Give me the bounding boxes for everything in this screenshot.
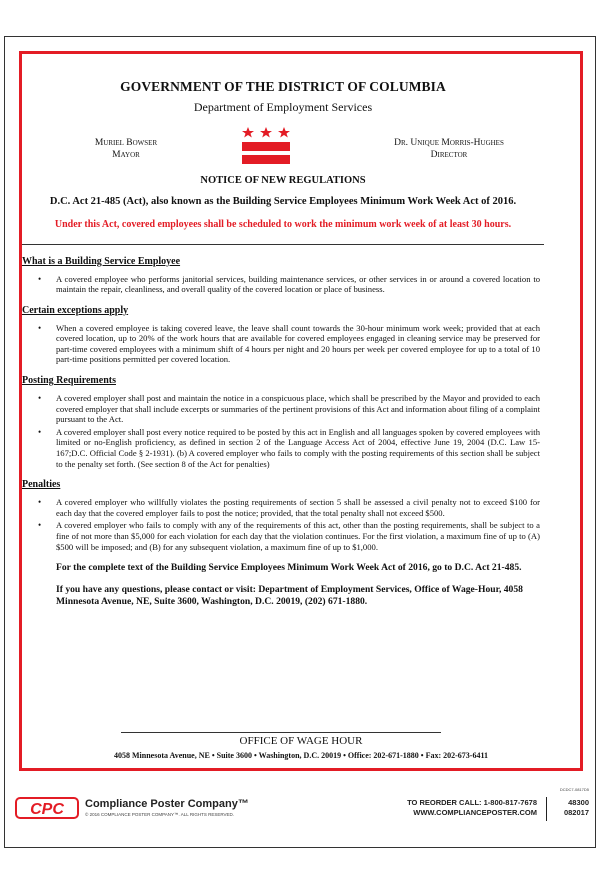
footer-divider (546, 797, 547, 821)
list-item: • A covered employee who performs janitorial services, building maintenance services, or other services in or around a covered location to maintain the repair, cleanliness, and overall quality of the covered location or place of business. (22, 274, 544, 295)
print-code: DCDC7-0817D5 (559, 787, 589, 792)
mayor-title: Mayor (112, 150, 140, 160)
signature-rule (121, 732, 441, 733)
section-heading-posting: Posting Requirements (22, 375, 116, 387)
company-copyright: © 2016 COMPLIANCE POSTER COMPANY™. ALL RIGHTS RESERVED. (85, 812, 235, 817)
list-item: • A covered employer who fails to comply with any of the requirements of this act, other than the posting requirements, shall be subject to a fine of not more than $5,000 for each violation for each day that the violation continues. For the first violation, a maximum fine of up to (A) $500 will be imposed; and (B) for any subsequent violation, a maximum fine of up to $1,000. (22, 520, 544, 552)
minimum-work-week-highlight: Under this Act, covered employees shall be scheduled to work the minimum work week of at least 30 hours. (54, 218, 512, 230)
section-heading-exceptions: Certain exceptions apply (22, 304, 129, 316)
mayor-name: Muriel Bowser (94, 138, 158, 148)
list-item: • When a covered employee is taking covered leave, the leave shall count towards the 30-hour minimum work week; provided that at each covered location, up to 20% of the work hours that are available for covered employees engaged in cleaning service may be preserved for part-time covered employees with a minimum shift of 4 hours per night and 20 hours per week per covered employee for up to a total of 10 part-time positions permitted per covered location. (22, 323, 544, 365)
reorder-block (407, 798, 537, 818)
contact-information: If you have any questions, please contact or visit: Department of Employment Services, Office of Wage-Hour, 4058 Minnesota Avenue, NE, Suite 3600, Washington, D.C. 20019, (202) 671-1880. (56, 584, 523, 608)
department-name: Department of Employment Services (193, 100, 373, 114)
list-item: • A covered employer who willfully violates the posting requirements of section 5 shall be assessed a civil penalty not to exceed $100 for each day that the covered employer fails to post the notice; provided, that the total penalty shall not exceed $500. (22, 497, 544, 518)
act-title: D.C. Act 21-485 (Act), also known as the Building Service Employees Minimum Work Week Act of 2016. (49, 196, 517, 207)
government-title: GOVERNMENT OF THE DISTRICT OF COLUMBIA (120, 79, 446, 94)
officials-row (22, 125, 544, 171)
divider (22, 244, 544, 245)
section-list-penalties (22, 497, 544, 552)
section-heading-employee: What is a Building Service Employee (22, 255, 181, 267)
notice-title: NOTICE OF NEW REGULATIONS (200, 175, 366, 186)
logo-text: CPC (30, 801, 64, 818)
director-name: Dr. Unique Morris-Hughes (394, 138, 504, 148)
notice-content (22, 79, 544, 608)
company-name: Compliance Poster Company™ (85, 798, 249, 810)
section-list-exceptions (22, 323, 544, 365)
section-list-employee (22, 274, 544, 295)
revision-date: 082017 (563, 808, 589, 817)
office-address: 4058 Minnesota Avenue, NE • Suite 3600 • Washington, D.C. 20019 • Office: 202-671-1880 • Fax: 202-673-6411 (113, 751, 488, 760)
section-list-posting (22, 393, 544, 469)
product-number: 48300 (568, 798, 589, 807)
dc-flag-icon (240, 125, 292, 167)
list-item: • A covered employer shall post every notice required to be posted by this act in English and all languages spoken by covered employees with limited or no-English proficiency, as defined in section 2 of the Language Access Act of 2004, effective June 19, 2004 (D.C. Law 15-167;D.C. Official Code § 2-1931). (b) A covered employer who fails to comply with the posting requirements of this section shall be subject to the penalty set forth. (See section 8 of the Act for penalties) (22, 427, 544, 469)
mayor-block (66, 137, 186, 161)
full-text-reference: For the complete text of the Building Service Employees Minimum Work Week Act of 2016, go to D.C. Act 21-485. (56, 562, 522, 574)
director-title: Director (430, 150, 468, 160)
poster-sheet (4, 36, 596, 848)
reorder-phone: TO REORDER CALL: 1-800-817-7678 (407, 798, 537, 807)
section-heading-penalties: Penalties (22, 479, 61, 491)
product-codes (564, 798, 589, 818)
list-item: • A covered employer shall post and maintain the notice in a conspicuous place, which shall be prescribed by the Mayor and provided to each covered employer that shall include excerpts or summaries of the pertinent provisions of this Act and information about filing of a complaint pursuant to the Act. (22, 393, 544, 425)
cpc-logo-icon (15, 795, 79, 821)
publisher-footer (5, 787, 597, 835)
director-block (364, 137, 534, 161)
office-name: OFFICE OF WAGE HOUR (239, 735, 363, 747)
website-link[interactable]: WWW.COMPLIANCEPOSTER.COM (413, 808, 537, 817)
